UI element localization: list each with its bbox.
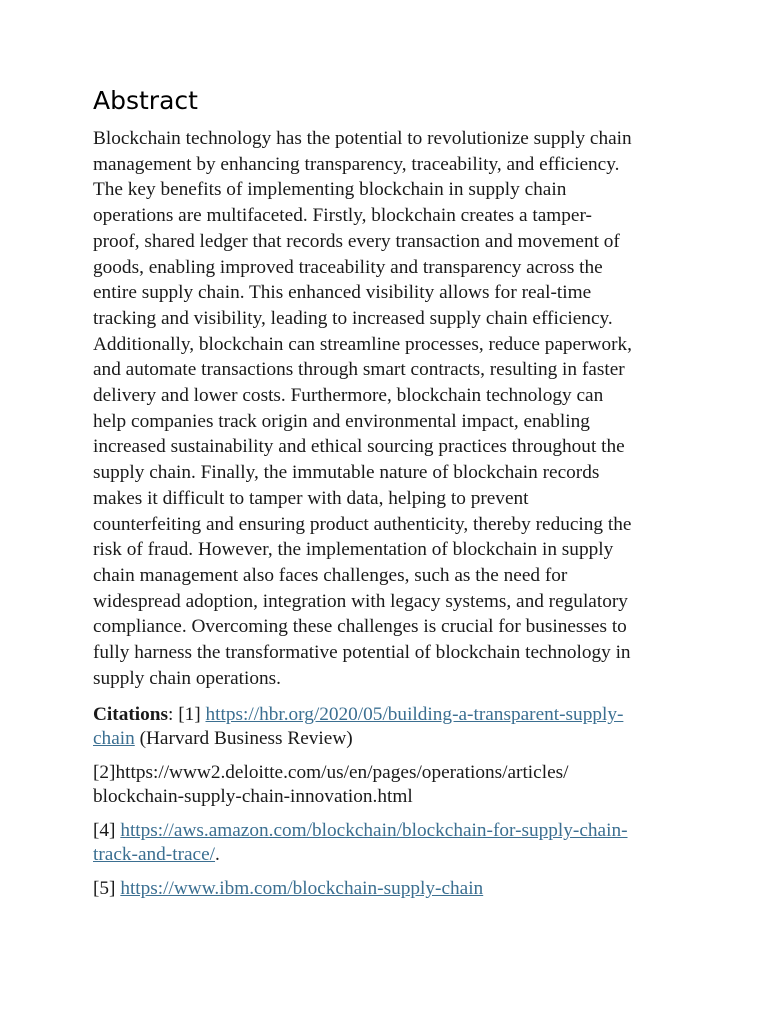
citation-1-link-continued[interactable]: chain — [93, 728, 135, 749]
abstract-line: compliance. Overcoming these challenges is crucial for businesses to — [93, 616, 627, 638]
citation-2-line-1: [2]https://www2.deloitte.com/us/en/pages/operations/articles/ — [93, 762, 569, 783]
abstract-line: Additionally, blockchain can streamline processes, reduce paperwork, — [93, 333, 632, 355]
abstract-heading: Abstract — [93, 86, 198, 115]
citations-label: Citations — [93, 704, 168, 725]
citation-4-line-2 — [93, 843, 693, 867]
abstract-line: help companies track origin and environmental impact, enabling — [93, 410, 590, 432]
citation-4-link-continued[interactable]: track-and-trace/ — [93, 844, 216, 865]
abstract-line: and automate transactions through smart contracts, resulting in faster — [93, 359, 625, 381]
abstract-line: chain management also faces challenges, such as the need for — [93, 564, 568, 586]
abstract-line: supply chain. Finally, the immutable nature of blockchain records — [93, 462, 600, 484]
abstract-line: tracking and visibility, leading to increased supply chain efficiency. — [93, 307, 613, 329]
abstract-line: counterfeiting and ensuring product authenticity, thereby reducing the — [93, 513, 632, 535]
abstract-line: operations are multifaceted. Firstly, blockchain creates a tamper- — [93, 205, 592, 227]
citation-4-tail: . — [215, 844, 220, 865]
abstract-line: fully harness the transformative potential of blockchain technology in — [93, 642, 631, 664]
abstract-line: management by enhancing transparency, traceability, and efficiency. — [93, 153, 620, 175]
abstract-line: increased sustainability and ethical sourcing practices throughout the — [93, 436, 625, 458]
abstract-body — [93, 126, 683, 691]
citation-5-line-1 — [93, 877, 693, 901]
abstract-line: makes it difficult to tamper with data, helping to prevent — [93, 487, 529, 509]
abstract-line: goods, enabling improved traceability and transparency across the — [93, 256, 603, 278]
citation-4 — [93, 819, 693, 867]
abstract-paragraph — [93, 126, 683, 691]
citation-4-marker: [4] — [93, 820, 121, 841]
abstract-line: risk of fraud. However, the implementation of blockchain in supply — [93, 539, 614, 561]
abstract-line: delivery and lower costs. Furthermore, blockchain technology can — [93, 385, 604, 407]
citation-1-line-2 — [93, 727, 693, 751]
citation-1-marker: [1] — [178, 704, 206, 725]
citation-5-marker: [5] — [93, 878, 121, 899]
abstract-line: entire supply chain. This enhanced visibility allows for real-time — [93, 282, 592, 304]
citation-5 — [93, 877, 693, 901]
abstract-line: proof, shared ledger that records every transaction and movement of — [93, 230, 620, 252]
citation-1-line-1 — [93, 703, 693, 727]
citation-4-line-1 — [93, 819, 693, 843]
abstract-line: Blockchain technology has the potential to revolutionize supply chain — [93, 128, 632, 149]
citation-1-link[interactable]: https://hbr.org/2020/05/building-a-transparent-supply- — [205, 704, 624, 725]
citation-2 — [93, 761, 693, 809]
citation-4-link[interactable]: https://aws.amazon.com/blockchain/blockchain-for-supply-chain- — [120, 820, 628, 841]
citation-1-note: (Harvard Business Review) — [134, 728, 353, 749]
citation-2-line-2: blockchain-supply-chain-innovation.html — [93, 786, 413, 807]
citation-1 — [93, 703, 693, 751]
citation-5-link[interactable]: https://www.ibm.com/blockchain-supply-chain — [120, 878, 484, 899]
abstract-line: The key benefits of implementing blockchain in supply chain — [93, 179, 567, 201]
citations-label-suffix: : — [168, 704, 179, 725]
abstract-line: supply chain operations. — [93, 667, 281, 689]
abstract-line: widespread adoption, integration with legacy systems, and regulatory — [93, 590, 628, 612]
